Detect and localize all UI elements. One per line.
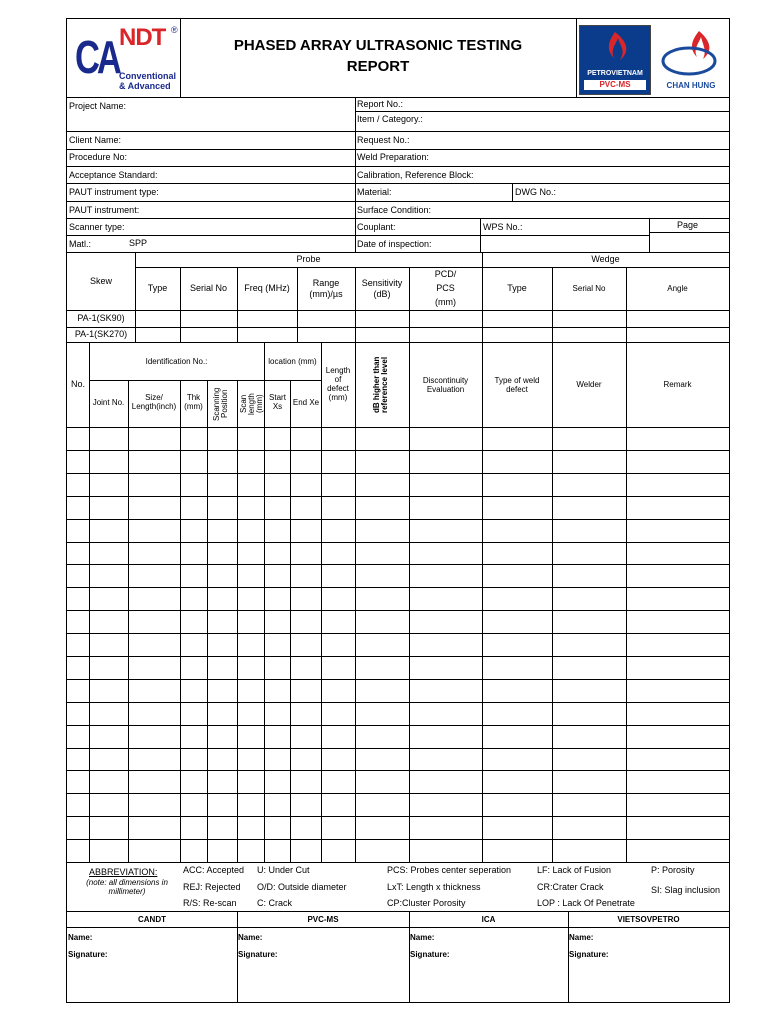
- candt-logo-ndt: NDT: [119, 24, 166, 51]
- pcd-line3: (mm): [435, 297, 456, 307]
- abbreviation-note: (note: all dimensions in millimeter): [86, 878, 168, 896]
- skew-header: Skew: [89, 275, 112, 286]
- abbr-lop: LOP : Lack Of Penetrate: [537, 898, 635, 908]
- petrovietnam-logo-line2: PVC-MS: [584, 80, 646, 90]
- wedge-header: Wedge: [591, 254, 620, 264]
- joint-no-header: Joint No.: [92, 397, 125, 407]
- range-header: Range (mm)/µs: [309, 277, 343, 299]
- table-row-divider: [67, 473, 729, 474]
- swoosh-logo-icon: [659, 25, 723, 79]
- probe-header: Probe: [296, 254, 321, 264]
- dwg-no-label: DWG No.:: [515, 187, 557, 197]
- abbr-p: P: Porosity: [651, 865, 695, 875]
- wedge-serial-header: Serial No: [572, 284, 606, 293]
- table-row-divider: [67, 793, 729, 794]
- paut-instrument-type-label: PAUT instrument type:: [69, 187, 159, 197]
- candt-logo: [73, 25, 179, 97]
- pcd-line2: PCS: [436, 283, 455, 293]
- petrovietnam-logo: [579, 25, 651, 95]
- table-row-divider: [67, 450, 729, 451]
- name-label: Name:: [410, 933, 435, 942]
- db-higher-header: dB higher than reference level: [372, 356, 389, 414]
- end-xe-header: End Xe: [292, 397, 320, 407]
- paut-instrument-label: PAUT instrument:: [69, 205, 140, 215]
- client-name-label: Client Name:: [69, 135, 122, 145]
- couplant-label: Couplant:: [357, 222, 396, 232]
- abbr-si: SI: Slag inclusion: [651, 885, 721, 895]
- probe-row-label: PA-1(SK270): [74, 329, 128, 339]
- table-row-divider: [67, 748, 729, 749]
- material-label: Material:: [357, 187, 392, 197]
- signature-label: Signature:: [68, 950, 108, 959]
- pcd-header: [409, 267, 482, 310]
- matl-value: SPP: [129, 238, 148, 248]
- scanner-type-label: Scanner type:: [69, 222, 125, 232]
- matl-label: Matl.:: [69, 239, 92, 249]
- report-form: [66, 18, 730, 1003]
- table-row-divider: [67, 610, 729, 611]
- table-row-divider: [67, 839, 729, 840]
- table-row-divider: [67, 770, 729, 771]
- size-length-header: Size/ Length(inch): [131, 393, 177, 411]
- sensitivity-header: Sensitivity (dB): [361, 277, 403, 299]
- name-label: Name:: [238, 933, 263, 942]
- surface-condition-label: Surface Condition:: [357, 205, 432, 215]
- wps-no-label: WPS No.:: [483, 222, 523, 232]
- identification-header: Identification No.:: [145, 356, 208, 366]
- table-row-divider: [67, 725, 729, 726]
- party-pvc-ms: PVC-MS: [307, 914, 339, 924]
- chanhung-logo: [655, 25, 727, 95]
- abbreviation-block: [67, 862, 729, 911]
- abbr-lxt: LxT: Length x thickness: [387, 882, 481, 892]
- name-label: Name:: [569, 933, 594, 942]
- chanhung-logo-text: CHAN HUNG: [666, 81, 716, 90]
- abbreviation-title: ABBREVIATION:: [89, 867, 158, 877]
- party-ica: ICA: [481, 914, 496, 924]
- page-label: Page: [677, 220, 699, 230]
- candt-logo-reg: ®: [171, 25, 178, 35]
- thk-header: Thk (mm): [184, 393, 203, 411]
- abbr-cp: CP:Cluster Porosity: [387, 898, 466, 908]
- type-of-weld-defect-header: Type of weld defect: [494, 375, 540, 394]
- calibration-block-label: Calibration, Reference Block:: [357, 170, 474, 180]
- freq-header: Freq (MHz): [244, 283, 290, 293]
- candt-logo-sub2: & Advanced: [119, 81, 171, 91]
- probe-type-header: Type: [147, 283, 168, 293]
- abbr-lf: LF: Lack of Fusion: [537, 865, 612, 875]
- item-category-label: Item / Category.:: [357, 114, 423, 124]
- pcd-line1: PCD/: [434, 269, 457, 279]
- flame-icon: [580, 28, 650, 70]
- report-title-line1: PHASED ARRAY ULTRASONIC TESTING: [233, 37, 523, 54]
- table-row-divider: [67, 496, 729, 497]
- report-no-label: Report No.:: [357, 99, 404, 109]
- scanning-position-header: Scanning Position: [212, 386, 229, 421]
- signature-label: Signature:: [569, 950, 609, 959]
- no-header: No.: [70, 379, 85, 389]
- procedure-no-label: Procedure No:: [69, 152, 128, 162]
- length-of-defect-header: Length of defect (mm): [325, 366, 351, 402]
- discontinuity-header: Discontinuity Evaluation: [422, 375, 469, 394]
- abbr-rej: REJ: Rejected: [183, 882, 241, 892]
- signature-label: Signature:: [238, 950, 278, 959]
- abbr-c: C: Crack: [257, 898, 293, 908]
- table-row-divider: [67, 542, 729, 543]
- table-row-divider: [67, 564, 729, 565]
- probe-row-label: PA-1(SK90): [77, 313, 125, 323]
- table-row-divider: [67, 702, 729, 703]
- party-candt: CANDT: [138, 914, 166, 924]
- party-vietsovpetro: VIETSOVPETRO: [617, 914, 680, 924]
- indication-rows: [67, 427, 729, 862]
- candt-logo-sub1: Conventional: [119, 71, 177, 81]
- probe-serial-header: Serial No: [189, 283, 227, 293]
- name-label: Name:: [68, 933, 93, 942]
- angle-header: Angle: [667, 284, 688, 293]
- abbr-u: U: Under Cut: [257, 865, 310, 875]
- weld-preparation-label: Weld Preparation:: [357, 152, 429, 162]
- petrovietnam-logo-line1: PETROVIETNAM: [587, 70, 643, 77]
- table-row-divider: [67, 679, 729, 680]
- abbr-rs: R/S: Re-scan: [183, 898, 237, 908]
- table-row-divider: [67, 519, 729, 520]
- abbr-cr: CR:Crater Crack: [537, 882, 604, 892]
- abbr-od: O/D: Outside diameter: [257, 882, 347, 892]
- remark-header: Remark: [663, 380, 692, 389]
- report-title-line2: REPORT: [346, 58, 410, 75]
- table-row-divider: [67, 816, 729, 817]
- abbr-acc: ACC: Accepted: [183, 865, 245, 875]
- table-row-divider: [67, 587, 729, 588]
- project-name-label: Project Name:: [69, 101, 127, 111]
- signature-label: Signature:: [410, 950, 450, 959]
- location-header: location (mm): [268, 356, 317, 366]
- candt-logo-ca: CA: [75, 31, 119, 83]
- abbr-pcs: PCS: Probes center seperation: [387, 865, 512, 875]
- start-xs-header: Start Xs: [269, 393, 286, 411]
- table-row-divider: [67, 656, 729, 657]
- request-no-label: Request No.:: [357, 135, 410, 145]
- date-of-inspection-label: Date of inspection:: [357, 239, 432, 249]
- welder-header: Welder: [576, 380, 602, 389]
- acceptance-standard-label: Acceptance Standard:: [69, 170, 158, 180]
- wedge-type-header: Type: [507, 283, 527, 293]
- scan-length-header: Scan length (mm): [238, 392, 264, 415]
- table-row-divider: [67, 633, 729, 634]
